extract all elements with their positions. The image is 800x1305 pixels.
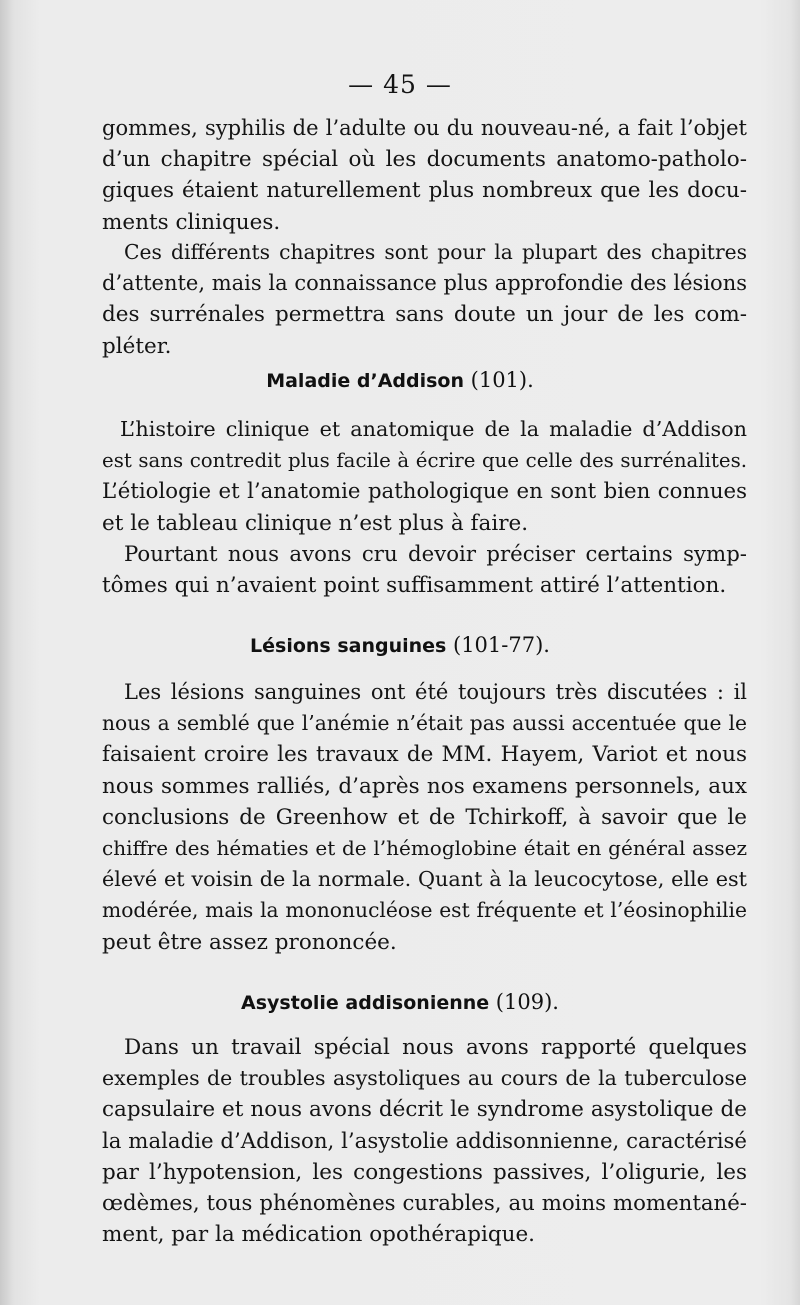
text-line: exemples de troubles asystoliques au cours de la tuberculose bbox=[102, 1066, 747, 1091]
heading-reference: (109). bbox=[495, 990, 559, 1014]
text-line: capsulaire et nous avons décrit le syndrome asystolique de bbox=[102, 1097, 747, 1123]
heading-title: Maladie d’Addison bbox=[266, 370, 465, 392]
heading-reference: (101). bbox=[470, 368, 534, 392]
text-line: Dans un travail spécial nous avons rapporté quelques bbox=[124, 1035, 747, 1060]
text-line: et le tableau clinique n’est plus à faire. bbox=[102, 510, 529, 536]
text-line: des surrénales permettra sans doute un jour de les com- bbox=[102, 302, 747, 328]
heading-title: Asystolie addisonienne bbox=[241, 992, 490, 1014]
text-line: giques étaient naturellement plus nombreux que les docu- bbox=[102, 178, 747, 204]
text-line: gommes, syphilis de l’adulte ou du nouveau-né, a fait l’objet bbox=[102, 116, 747, 140]
paragraph-2 bbox=[102, 237, 747, 362]
text-line: Ces différents chapitres sont pour la plupart des chapitres bbox=[124, 240, 747, 264]
text-line: d’un chapitre spécial où les documents anatomo-patholo- bbox=[102, 147, 747, 173]
heading-reference: (101-77). bbox=[453, 633, 550, 657]
text-line: est sans contredit plus facile à écrire que celle des surrénalites. bbox=[102, 449, 747, 473]
paragraph-1 bbox=[102, 113, 747, 238]
text-line: nous sommes ralliés, d’après nos examens personnels, aux bbox=[102, 773, 747, 799]
text-line: tômes qui n’avaient point suffisamment attiré l’attention. bbox=[102, 573, 727, 599]
section-heading-lesions-sanguines bbox=[0, 633, 800, 657]
paragraph-3 bbox=[102, 414, 747, 539]
text-line: d’attente, mais la connaissance plus approfondie des lésions bbox=[102, 271, 747, 296]
text-line: modérée, mais la mononucléose est fréquente et l’éosinophilie bbox=[102, 898, 747, 923]
text-line: nous a semblé que l’anémie n’était pas aussi accentuée que le bbox=[102, 711, 747, 736]
paragraph-6 bbox=[102, 1032, 747, 1250]
text-line: Les lésions sanguines ont été toujours très discutées : il bbox=[124, 680, 747, 704]
text-line: la maladie d’Addison, l’asystolie addisonnienne, caractérisé bbox=[102, 1128, 747, 1154]
text-line: pléter. bbox=[102, 333, 172, 359]
text-line: ment, par la médication opothérapique. bbox=[102, 1222, 536, 1248]
text-line: chiffre des hématies et de l’hémoglobine était en général assez bbox=[102, 836, 747, 861]
paragraph-4 bbox=[102, 539, 747, 601]
text-line: Pourtant nous avons cru devoir préciser certains symp- bbox=[124, 542, 747, 567]
text-line: ments cliniques. bbox=[102, 209, 281, 235]
section-heading-asystolie bbox=[0, 990, 800, 1014]
section-heading-addison bbox=[0, 368, 800, 392]
text-line: faisaient croire les travaux de MM. Hayem, Variot et nous bbox=[102, 742, 747, 768]
page-number: — 45 — bbox=[348, 70, 452, 99]
text-line: par l’hypotension, les congestions passives, l’oligurie, les bbox=[102, 1159, 747, 1185]
text-line: L’histoire clinique et anatomique de la maladie d’Addison bbox=[120, 417, 747, 441]
text-line: L’étiologie et l’anatomie pathologique en sont bien connues bbox=[102, 479, 747, 505]
heading-title: Lésions sanguines bbox=[250, 635, 447, 657]
paragraph-5 bbox=[102, 677, 747, 958]
text-line: élevé et voisin de la normale. Quant à la leucocytose, elle est bbox=[102, 867, 747, 892]
text-line: peut être assez prononcée. bbox=[102, 929, 397, 955]
text-line: œdèmes, tous phénomènes curables, au moins momentané- bbox=[102, 1191, 747, 1217]
text-line: conclusions de Greenhow et de Tchirkoff, à savoir que le bbox=[102, 804, 747, 830]
